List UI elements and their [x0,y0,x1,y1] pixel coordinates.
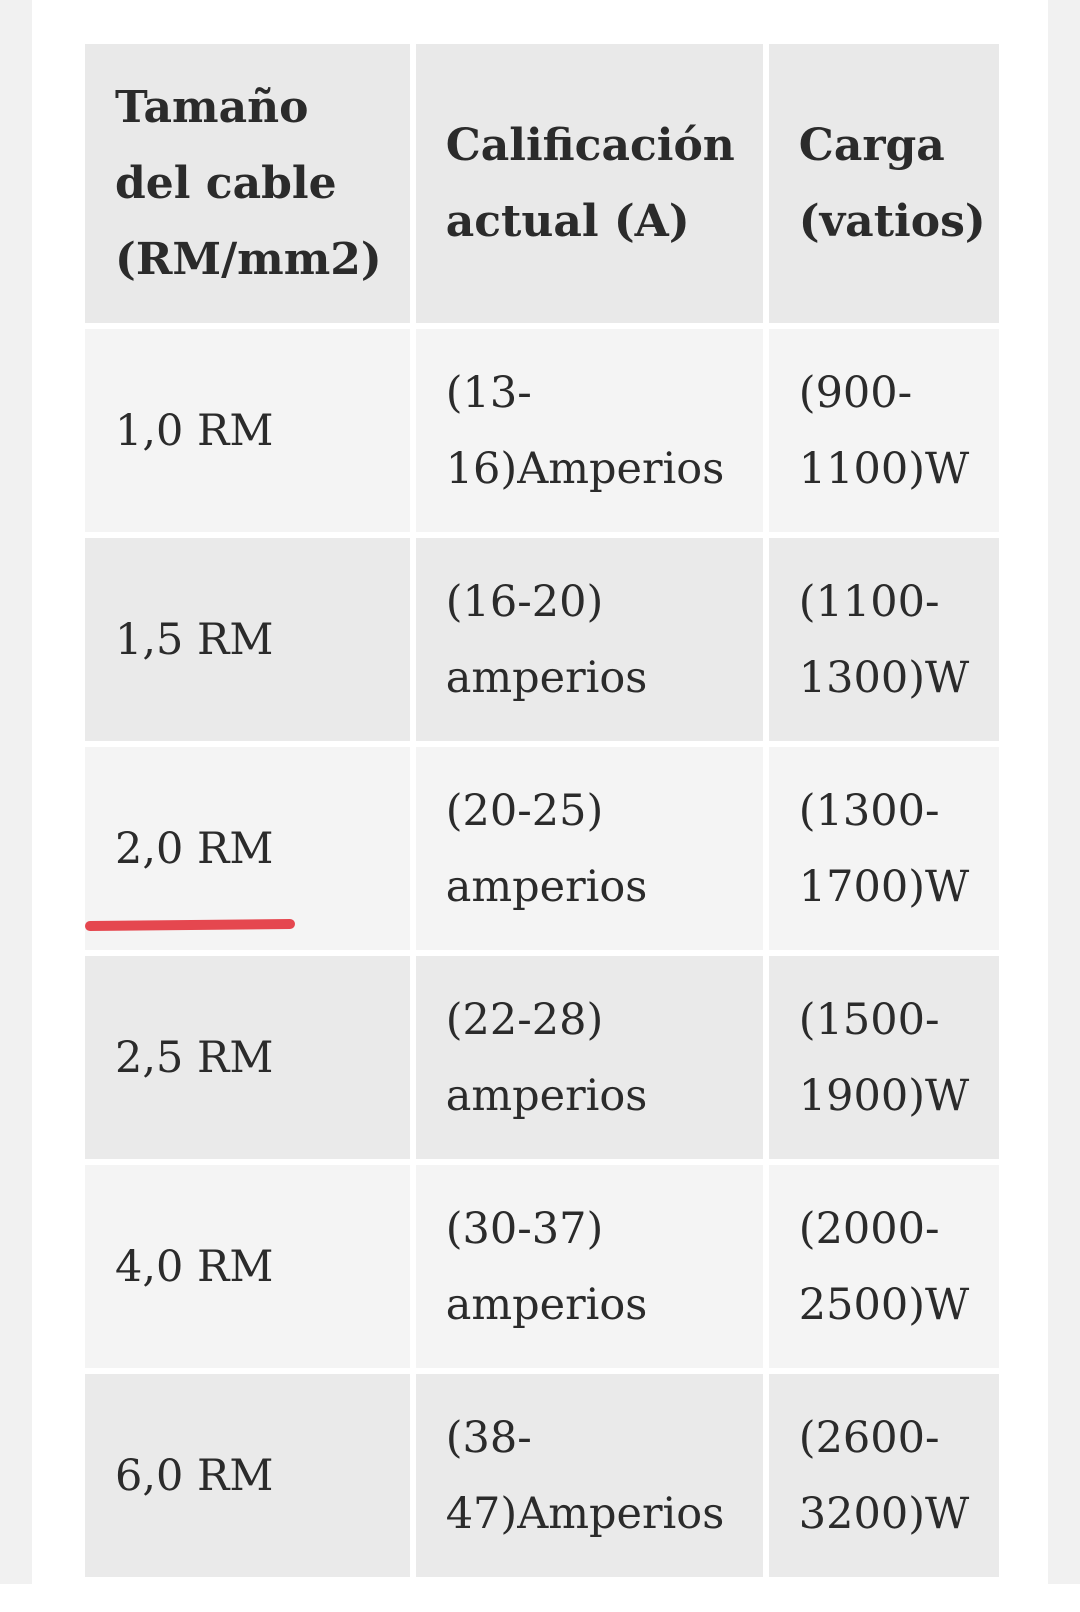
cell-current-rating: (30-37) amperios [416,1165,763,1368]
cell-cable-size: 1,5 RM [85,538,410,741]
cable-table-container[interactable] [85,44,999,1584]
cell-cable-size: 2,0 RM [85,747,410,950]
bottom-edge [0,1584,1080,1612]
cell-cable-size: 4,0 RM [85,1165,410,1368]
table-row [85,956,999,1159]
cell-cable-size: 2,5 RM [85,956,410,1159]
cell-cable-size: 6,0 RM [85,1374,410,1577]
cell-cable-size: 1,0 RM [85,329,410,532]
table-row [85,1374,999,1577]
table-row [85,329,999,532]
table-row [85,538,999,741]
table-header-row [85,44,999,323]
cell-current-rating: (38-47)Amperios [416,1374,763,1577]
header-cable-size: Tamaño del cable (RM/mm2) [85,44,410,323]
cell-load: (1100-1300)W [769,538,999,741]
cell-load: (2600-3200)W [769,1374,999,1577]
cell-load: (900-1100)W [769,329,999,532]
cell-current-rating: (20-25) amperios [416,747,763,950]
cell-current-rating: (13-16)Amperios [416,329,763,532]
header-current-rating: Calificación actual (A) [416,44,763,323]
cell-current-rating: (22-28) amperios [416,956,763,1159]
cable-size-table [85,44,999,1583]
cell-load: (1500-1900)W [769,956,999,1159]
cell-load: (2000-2500)W [769,1165,999,1368]
table-row [85,1165,999,1368]
cell-current-rating: (16-20) amperios [416,538,763,741]
cell-load: (1300-1700)W [769,747,999,950]
header-load: Carga (vatios) [769,44,999,323]
